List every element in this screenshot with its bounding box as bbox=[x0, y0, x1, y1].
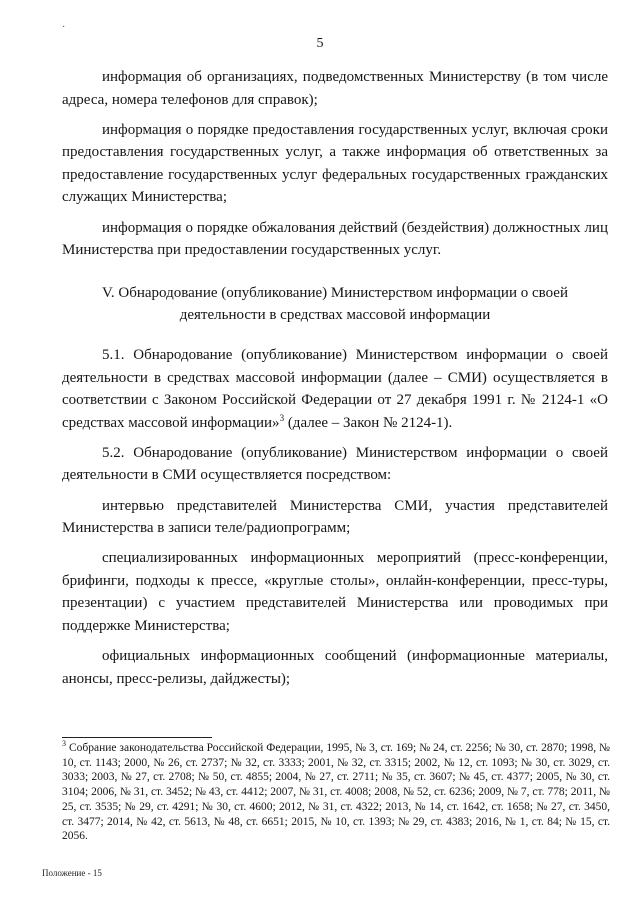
footnote-marker: 3 bbox=[62, 739, 66, 749]
paragraph-appeal-procedure: информация о порядке обжалования действий (бездействия) должностных лиц Министерства при предоставлении государственных услуг. bbox=[62, 219, 608, 259]
footnote-text: Собрание законодательства Российской Федерации, 1995, № 3, ст. 169; № 24, ст. 2256; № 30, ст. 2870; 1998, № 10, ст. 1143; 2000, № 26, ст. 2737; № 32, ст. 3333; 2001, № 32, ст. 3315; 2002, № 12, ст. 1093; № 30, ст. 3029, ст. 3033; 2003, № 27, ст. 2708; № 50, ст. 4855; 2004, № 27, ст. 2711; № 35, ст. 3607; № 45, ст. 4377; 2005, № 30, ст. 3104; 2006, № 31, ст. 3452; № 43, ст. 4412; 2007, № 31, ст. 4008; 2008, № 52, ст. 6236; 2009, № 7, ст. 778; 2011, № 25, ст. 3535; № 29, ст. 4291; № 30, ст. 4600; 2012, № 31, ст. 4322; 2013, № 14, ст. 1642, ст. 1658; № 27, ст. 3450, ст. 3477; 2014, № 42, ст. 5613, № 48, ст. 6651; 2015, № 10, ст. 1393; № 29, ст. 4383; 2016, № 1, ст. 84; № 15, ст. 2056. bbox=[62, 742, 610, 843]
clause-5-1 bbox=[62, 344, 608, 434]
list-item-interviews: интервью представителей Министерства СМИ, участия представителей Министерства в записи теле/радиопрограмм; bbox=[62, 497, 608, 537]
footer-label: Положение - 15 bbox=[42, 868, 102, 878]
document-body bbox=[62, 66, 608, 698]
page-number: 5 bbox=[316, 36, 324, 51]
list-item-info-events: специализированных информационных мероприятий (пресс-конференции, брифинги, подходы к прессе, «круглые столы», онлайн-конференции, пресс-туры, презентации) с участием представителей Министерства или проводимых при поддержке Министерства; bbox=[62, 550, 608, 634]
paragraph-subordinate-organizations: информация об организациях, подведомственных Министерству (в том числе адреса, номера телефонов для справок); bbox=[62, 69, 608, 108]
paragraph-public-services: информация о порядке предоставления государственных услуг, включая сроки предоставления государственных услуг, а также информация об ответственных за предоставление государственных услуг федеральных государственных гражданских служащих Министерства; bbox=[62, 121, 608, 206]
list-item-official-messages: официальных информационных сообщений (информационные материалы, анонсы, пресс-релизы, дайджесты); bbox=[62, 648, 608, 687]
corner-mark: · bbox=[62, 22, 66, 33]
footnote bbox=[62, 741, 610, 844]
clause-5-1-tail: (далее – Закон № 2124-1). bbox=[284, 414, 453, 431]
section-heading: V. Обнародование (опубликование) Министерством информации о своей деятельности в средствах массовой информации bbox=[102, 284, 568, 324]
footnote-divider bbox=[62, 737, 212, 738]
clause-5-1-text: 5.1. Обнародование (опубликование) Министерством информации о своей деятельности в средствах массовой информации (далее – СМИ) осуществляется в соответствии с Законом Российской Федерации от 27 декабря 1991 г. № 2124-1 «О средствах массовой информации» bbox=[62, 346, 608, 431]
footnote-reference: 3 bbox=[279, 412, 285, 423]
clause-5-2: 5.2. Обнародование (опубликование) Министерством информации о своей деятельности в СМИ осуществляется посредством: bbox=[62, 444, 608, 484]
